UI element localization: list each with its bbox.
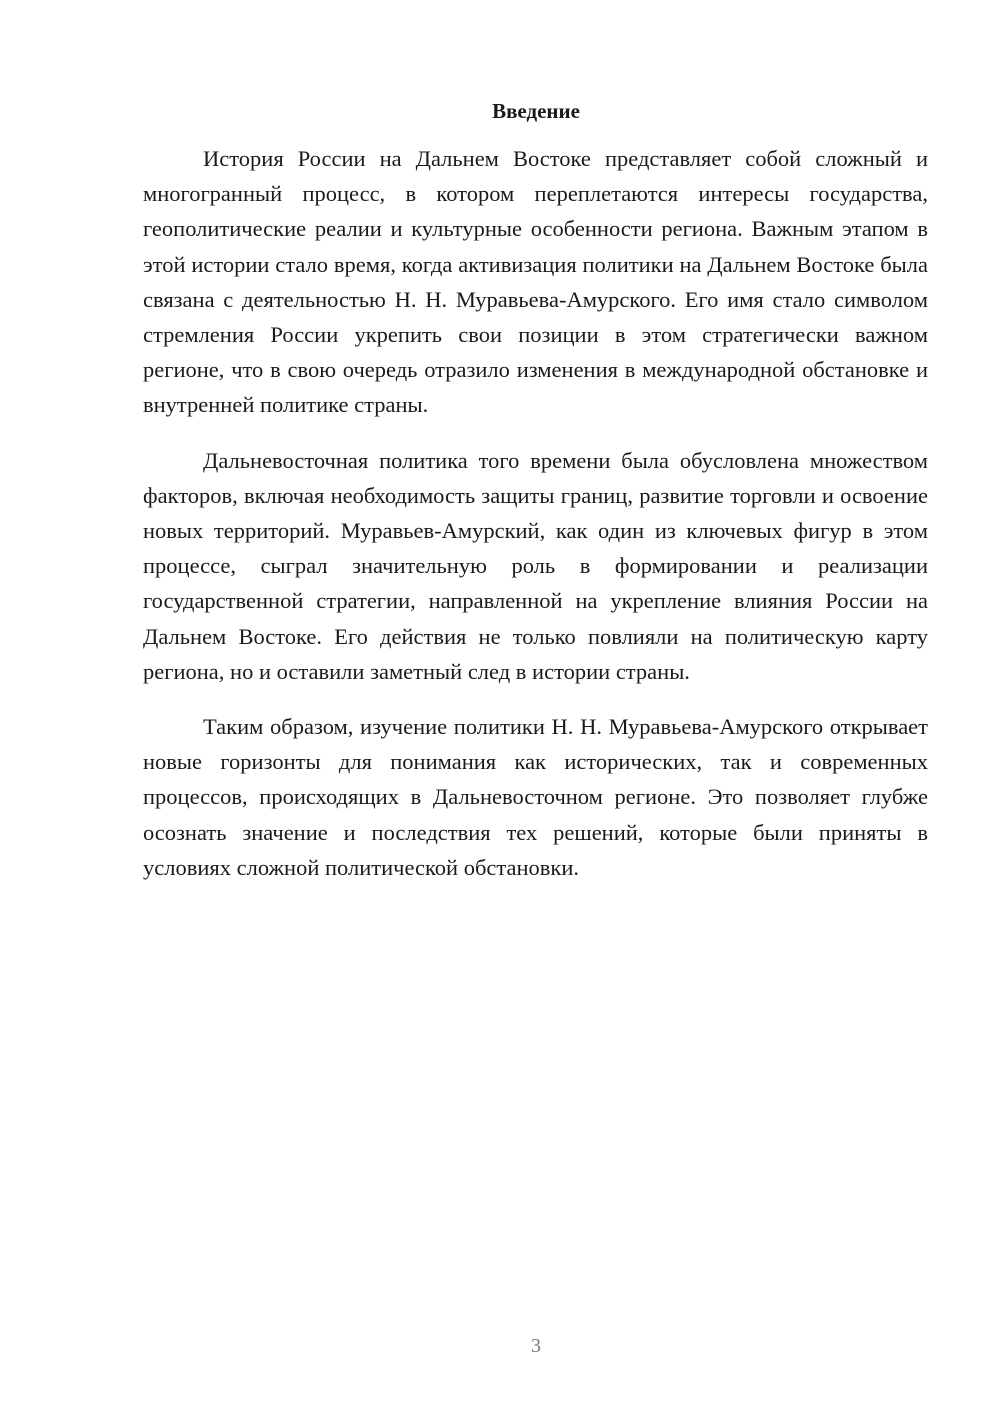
paragraph-2: Дальневосточная политика того времени была обусловлена множеством факторов, включая необходимость защиты границ, развитие торговли и освоение новых территорий. Муравьев-Амурский, как один из ключевых фигур в этом процессе, сыграл значительную роль в формировании и реализации государственной стратегии, направленной на укрепление влияния России на Дальнем Востоке. Его действия не только повлияли на политическую карту региона, но и оставили заметный след в истории страны. — [143, 447, 928, 684]
paragraph-1: История России на Дальнем Востоке представляет собой сложный и многогранный процесс, в котором переплетаются интересы государства, геополитические реалии и культурные особенности региона. Важным этапом в этой истории стало время, когда активизация политики на Дальнем Востоке была связана с деятельностью Н. Н. Муравьева-Амурского. Его имя стало символом стремления России укрепить свои позиции в этом стратегически важном регионе, что в свою очередь отразило изменения в международной обстановке и внутренней политике страны. — [143, 146, 928, 418]
page-title: Введение — [492, 99, 580, 123]
paragraph-3: Таким образом, изучение политики Н. Н. Муравьева-Амурского открывает новые горизонты для понимания как исторических, так и современных процессов, происходящих в Дальневосточном регионе. Это позволяет глубже осознать значение и последствия тех решений, которые были приняты в условиях сложной политической обстановки. — [143, 714, 928, 880]
body-text — [143, 141, 928, 905]
page-number: 3 — [531, 1335, 541, 1357]
